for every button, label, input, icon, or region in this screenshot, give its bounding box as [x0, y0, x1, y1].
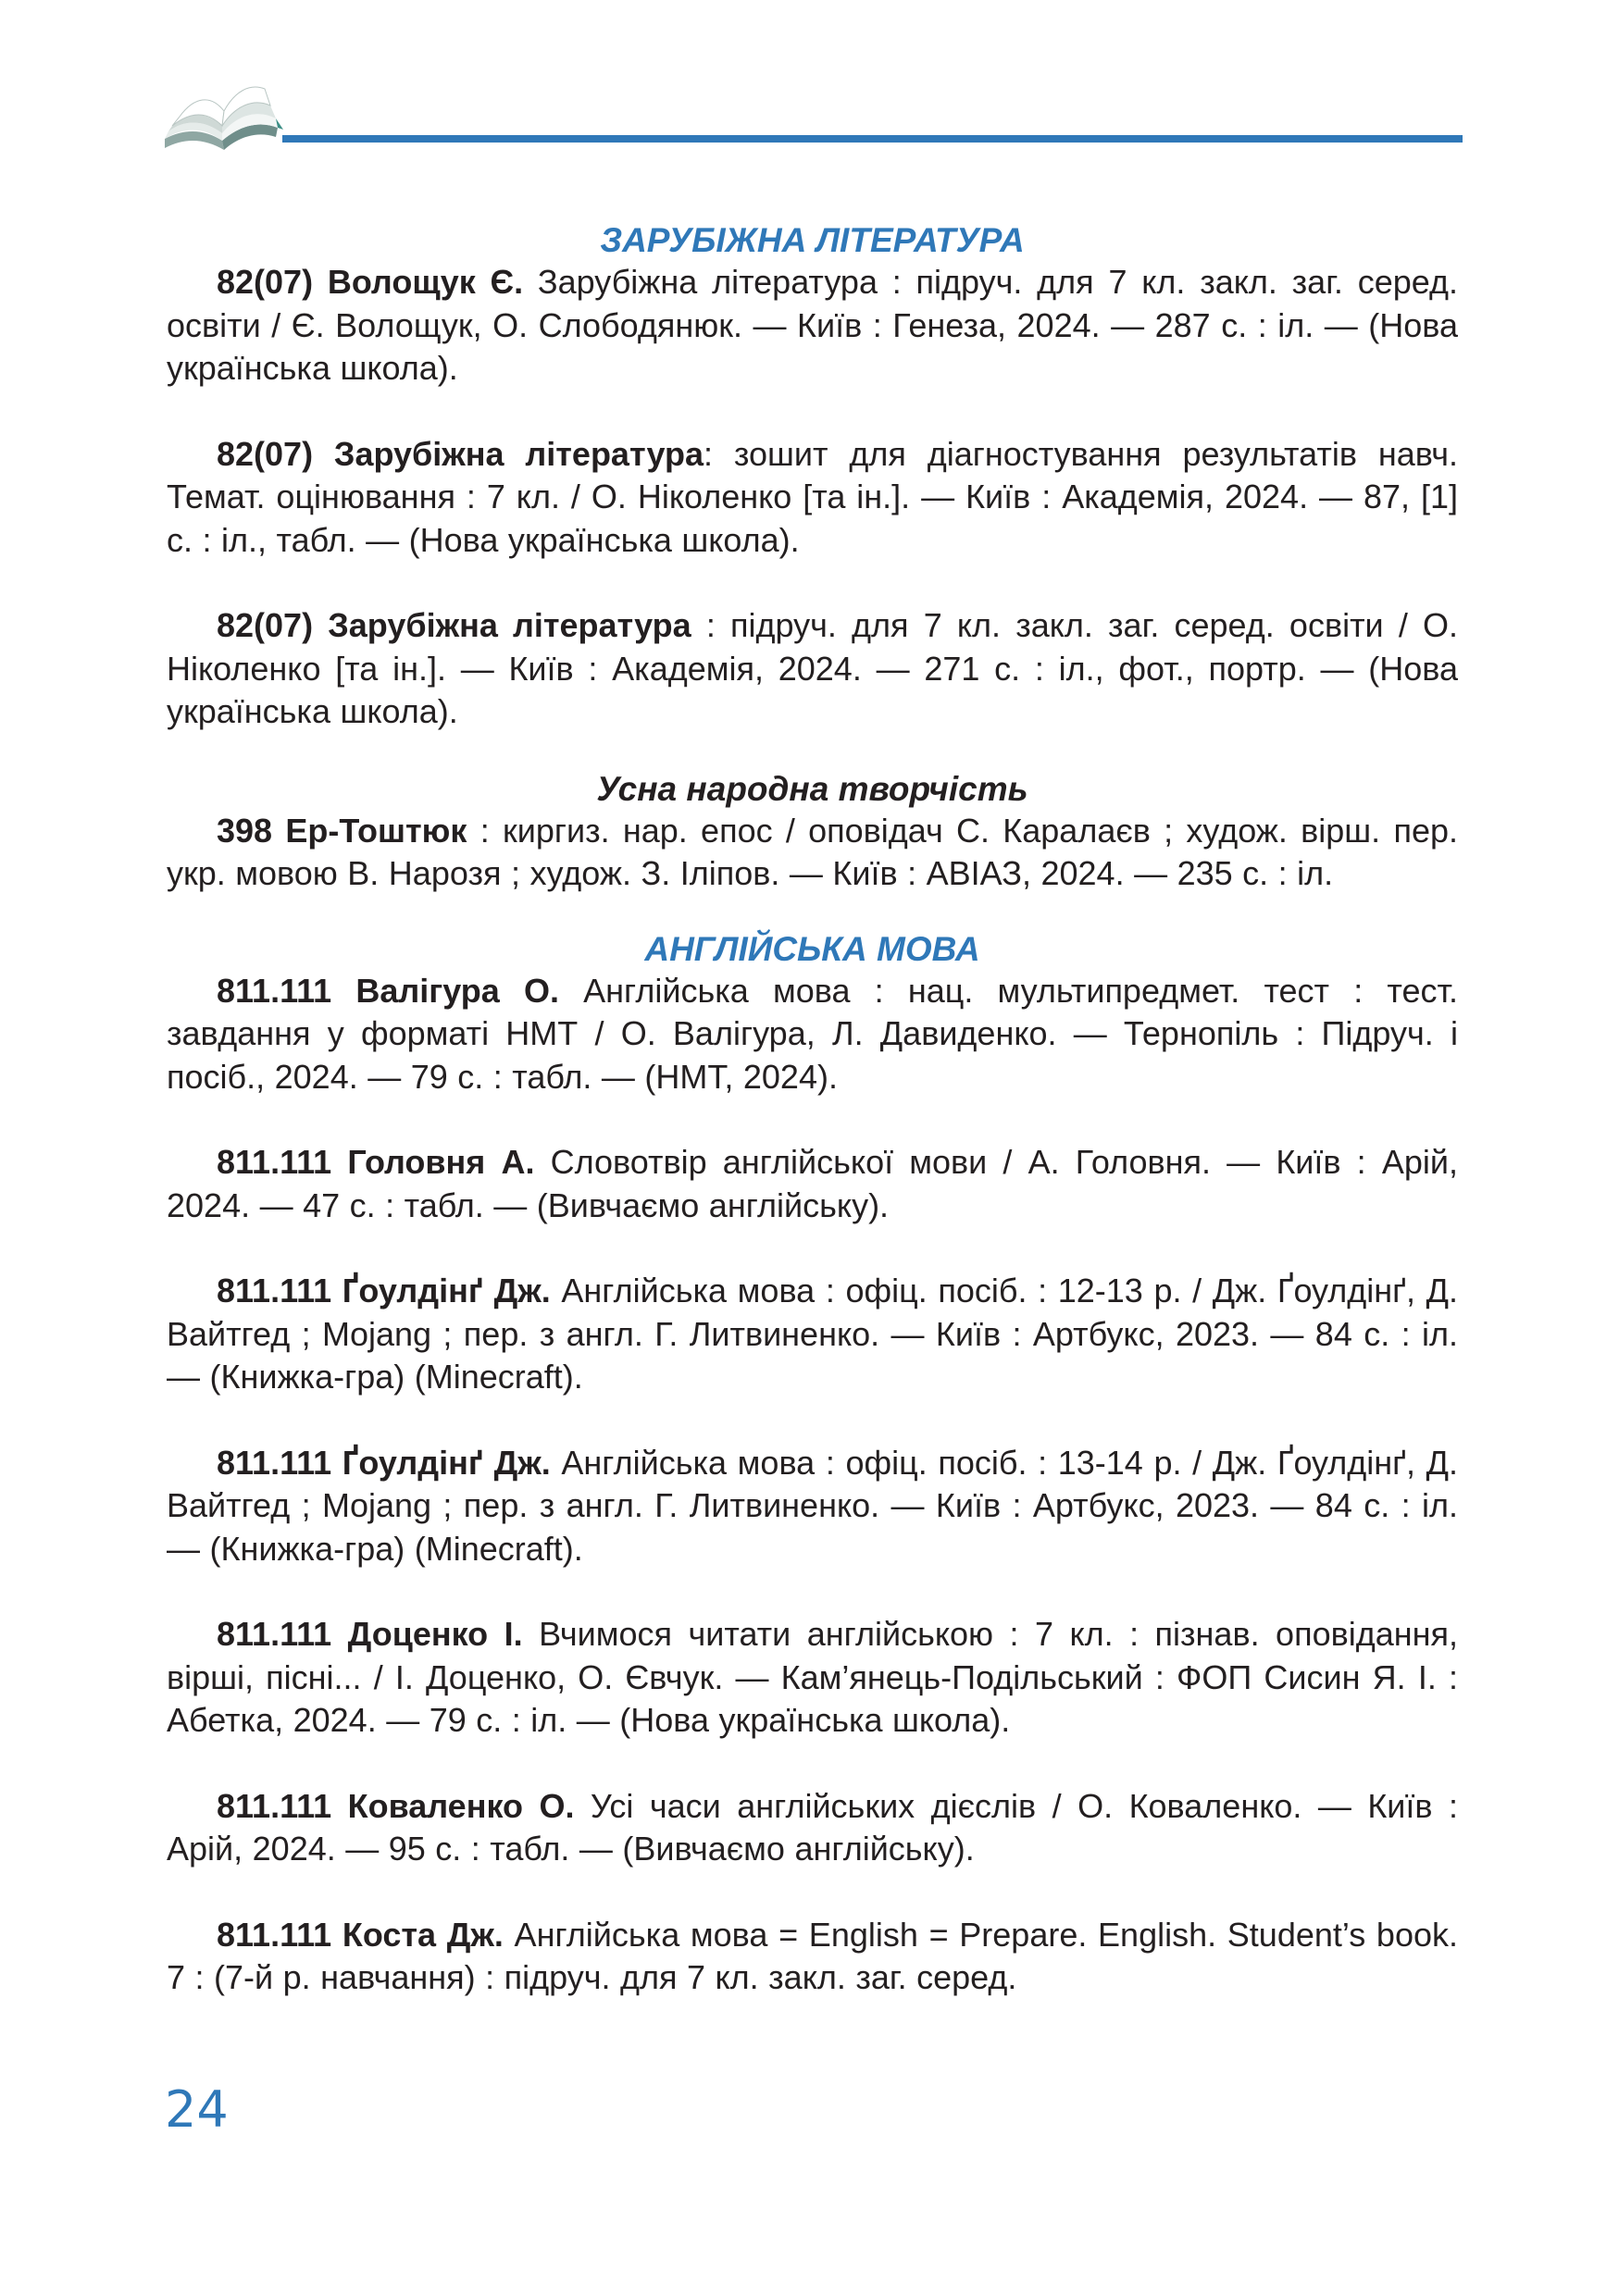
- entry-text: Усі часи англійських дієслів / О. Коваленко. — Київ : Арій, 2024. — 95 с. : табл. — (Вивчаємо англійську).: [167, 1786, 1459, 1868]
- entry-text: : зошит для діагностування результатів навч. Темат. оцінювання : 7 кл. / О. Ніколенко [та ін.]. — Київ : Академія, 2024. — 87, [1] с. : іл., табл. — (Нова українська школа).: [167, 434, 1458, 559]
- bibliography-entry: [167, 1613, 1458, 1743]
- bibliography-entry: [167, 604, 1458, 734]
- bibliography-entry: [167, 1442, 1458, 1571]
- entry-heading: 811.111 Коваленко О.: [217, 1786, 575, 1825]
- bibliography-entry: [167, 1270, 1458, 1399]
- entry-heading: 811.111 Коста Дж.: [217, 1915, 504, 1954]
- page-header: [157, 74, 1463, 167]
- entry-heading: 398 Ер-Тоштюк: [217, 811, 467, 850]
- bibliography-content: [167, 220, 1458, 2000]
- entry-text: Англійська мова : нац. мультипредмет. тест : тест. завдання у форматі НМТ / О. Валігура, Л. Давиденко. — Тернопіль : Підруч. і посіб., 2024. — 79 с. : табл. — (НМТ, 2024).: [167, 971, 1458, 1096]
- entry-heading: 811.111 Головня А.: [217, 1143, 535, 1181]
- entry-text: Англійська мова : офіц. посіб. : 12-13 р. / Дж. Ґоулдінґ, Д. Вайтгед ; Mojang ; пер. з англ. Г. Литвиненко. — Київ : Артбукс, 2023. — 84 с. : іл. — (Книжка-гра) (Minecraft).: [167, 1272, 1458, 1396]
- entry-heading: 82(07) Волощук Є.: [217, 263, 524, 301]
- bibliography-entry: [167, 970, 1458, 1099]
- entry-text: Словотвір англійської мови / А. Головня. — Київ : Арій, 2024. — 47 с. : табл. — (Вивчаємо англійську).: [167, 1143, 1458, 1224]
- header-rule: [282, 135, 1463, 143]
- entry-text: : киргиз. нар. епос / оповідач С. Каралаєв ; худож. вірш. пер. укр. мовою В. Нарозя ; худож. З. Іліпов. — Київ : АВІАЗ, 2024. — 235 с. : іл.: [167, 811, 1458, 892]
- entry-text: Зарубіжна література : підруч. для 7 кл. закл. заг. серед. освіти / Є. Волощук, О. Слободянюк. — Київ : Генеза, 2024. — 287 с. : іл. — (Нова українська школа).: [167, 263, 1458, 387]
- bibliography-entry: [167, 1785, 1458, 1871]
- page-number: 24: [165, 2080, 229, 2139]
- section-title-foreign-literature: ЗАРУБІЖНА ЛІТЕРАТУРА: [600, 221, 1025, 259]
- bibliography-entry: [167, 261, 1458, 391]
- bibliography-entry: [167, 1141, 1458, 1227]
- entry-heading: 82(07) Зарубіжна література: [217, 434, 704, 473]
- entry-heading: 811.111 Доценко І.: [217, 1615, 523, 1653]
- entry-heading: 811.111 Ґоулдінґ Дж.: [217, 1443, 551, 1482]
- open-book-icon: [157, 74, 287, 167]
- section-title-english: АНГЛІЙСЬКА МОВА: [644, 929, 980, 968]
- bibliography-entry: [167, 433, 1458, 563]
- entry-heading: 811.111 Ґоулдінґ Дж.: [217, 1272, 551, 1309]
- entry-text: : підруч. для 7 кл. закл. заг. серед. освіти / О. Ніколенко [та ін.]. — Київ : Академія, 2024. — 271 с. : іл., фот., портр. — (Нова українська школа).: [167, 606, 1458, 730]
- entry-text: Англійська мова = English = Prepare. English. Student’s book. 7 : (7-й р. навчання) : підруч. для 7 кл. закл. заг. серед.: [167, 1915, 1458, 1996]
- bibliography-entry: [167, 810, 1458, 896]
- entry-heading: 811.111 Валігура О.: [217, 971, 559, 1010]
- subsection-title-folk-art: Усна народна творчість: [596, 769, 1028, 808]
- entry-heading: 82(07) Зарубіжна література: [217, 606, 691, 644]
- bibliography-entry: [167, 1914, 1458, 2000]
- entry-text: Вчимося читати англійською : 7 кл. : пізнав. оповідання, вірші, пісні... / І. Доценко, О. Євчук. — Кам’янець-Подільський : ФОП Сисин Я. І. : Абетка, 2024. — 79 с. : іл. — (Нова українська школа).: [167, 1615, 1458, 1739]
- entry-text: Англійська мова : офіц. посіб. : 13-14 р. / Дж. Ґоулдінґ, Д. Вайтгед ; Mojang ; пер. з англ. Г. Литвиненко. — Київ : Артбукс, 2023. — 84 с. : іл. — (Книжка-гра) (Minecraft).: [167, 1443, 1458, 1568]
